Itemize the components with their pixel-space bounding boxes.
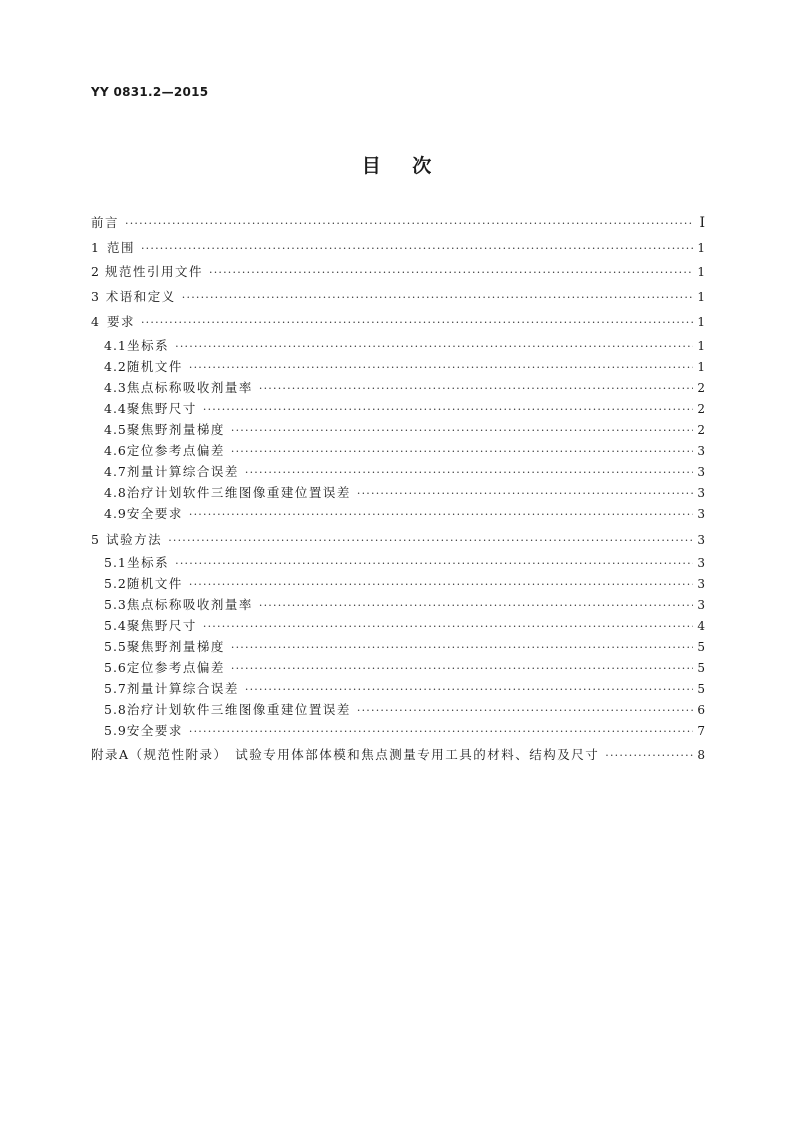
toc-entry[interactable] — [91, 216, 705, 231]
toc-entry-number: 2 — [91, 264, 100, 279]
toc-entry-page-number: 2 — [697, 381, 705, 395]
toc-entry[interactable] — [91, 315, 705, 330]
toc-entry-number: 5.5 — [104, 639, 127, 654]
toc-entry-label: 焦点标称吸收剂量率 — [126, 380, 253, 395]
toc-entry-page-number: 3 — [697, 598, 705, 612]
toc-entry-label: 定位参考点偏差 — [126, 443, 225, 458]
toc-leader-dots — [141, 242, 693, 256]
toc-entry-page-number: 1 — [697, 241, 705, 255]
toc-entry[interactable] — [91, 465, 705, 480]
toc-leader-dots — [182, 291, 693, 305]
toc-leader-dots — [605, 749, 693, 763]
toc-entry-number: 5.1 — [104, 555, 127, 570]
toc-leader-dots — [189, 361, 693, 375]
toc-entry-label: 随机文件 — [126, 359, 183, 374]
toc-entry-number: 5.8 — [104, 702, 127, 717]
toc-leader-dots — [259, 382, 693, 396]
toc-entry-page-number: 3 — [697, 556, 705, 570]
toc-entry-label: 试验方法 — [106, 532, 163, 547]
toc-entry-number: 3 — [91, 289, 100, 304]
toc-entry-number: 5.4 — [104, 618, 127, 633]
toc-entry-page-number: 5 — [697, 640, 705, 654]
toc-entry-number: 4.1 — [104, 338, 127, 353]
toc-entry-number: 4.9 — [104, 506, 127, 521]
toc-entry[interactable] — [91, 533, 705, 548]
toc-entry-label: 要求 — [106, 314, 135, 329]
toc-entry[interactable] — [91, 290, 705, 305]
toc-entry-label: 安全要求 — [126, 506, 183, 521]
toc-entry-page-number: 1 — [697, 339, 705, 353]
toc-leader-dots — [231, 424, 693, 438]
toc-leader-dots — [175, 340, 693, 354]
toc-entry-label: 附录A（规范性附录） 试验专用体部体模和焦点测量专用工具的材料、结构及尺寸 — [91, 747, 600, 762]
toc-entry-page-number: 6 — [697, 703, 705, 717]
toc-entry-page-number: 2 — [697, 423, 705, 437]
toc-entry[interactable] — [91, 265, 705, 280]
toc-entry-label: 聚焦野尺寸 — [126, 401, 197, 416]
toc-leader-dots — [203, 620, 693, 634]
toc-leader-dots — [245, 683, 693, 697]
toc-entry[interactable] — [91, 339, 705, 354]
toc-leader-dots — [357, 487, 693, 501]
toc-entry-page-number: 5 — [697, 682, 705, 696]
toc-entry[interactable] — [91, 507, 705, 522]
toc-entry-number: 5.7 — [104, 681, 127, 696]
toc-entry-page-number: 3 — [697, 465, 705, 479]
toc-entry[interactable] — [91, 682, 705, 697]
toc-entry-page-number: 1 — [697, 360, 705, 374]
toc-leader-dots — [125, 217, 693, 231]
toc-leader-dots — [231, 641, 693, 655]
toc-entry[interactable] — [91, 598, 705, 613]
toc-entry-label: 定位参考点偏差 — [126, 660, 225, 675]
toc-leader-dots — [141, 316, 693, 330]
toc-entry-page-number: 3 — [697, 577, 705, 591]
toc-entry-number: 4.3 — [104, 380, 127, 395]
toc-entry[interactable] — [91, 619, 705, 634]
toc-entry-number: 4.2 — [104, 359, 127, 374]
toc-entry-page-number: 4 — [697, 619, 705, 633]
toc-entry-number: 5.3 — [104, 597, 127, 612]
toc-entry[interactable] — [91, 640, 705, 655]
toc-entry-number: 4.4 — [104, 401, 127, 416]
toc-leader-dots — [189, 578, 693, 592]
toc-entry-label: 治疗计划软件三维图像重建位置误差 — [126, 702, 351, 717]
toc-entry-page-number: 3 — [697, 533, 705, 547]
toc-entry-label: 坐标系 — [127, 338, 170, 353]
toc-entry-label: 聚焦野尺寸 — [126, 618, 197, 633]
toc-entry[interactable] — [91, 423, 705, 438]
toc-entry[interactable] — [91, 703, 705, 718]
toc-entry-page-number: 8 — [697, 748, 705, 762]
toc-entry-page-number: Ⅰ — [699, 215, 705, 231]
toc-entry-page-number: 3 — [697, 444, 705, 458]
toc-entry-label: 聚焦野剂量梯度 — [126, 422, 225, 437]
toc-entry-label: 随机文件 — [126, 576, 183, 591]
toc-entry-label: 范围 — [106, 240, 135, 255]
toc-entry[interactable] — [91, 381, 705, 396]
toc-leader-dots — [231, 445, 693, 459]
toc-leader-dots — [168, 534, 693, 548]
toc-title: 目 次 — [361, 155, 433, 177]
toc-entry-number: 4.6 — [104, 443, 127, 458]
toc-entry-page-number: 1 — [697, 315, 705, 329]
toc-entry-number: 4.8 — [104, 485, 127, 500]
toc-leader-dots — [175, 557, 693, 571]
toc-leader-dots — [189, 508, 693, 522]
toc-entry[interactable] — [91, 360, 705, 375]
toc-entry[interactable] — [91, 556, 705, 571]
toc-entry-number: 4.7 — [104, 464, 127, 479]
toc-entry-label: 坐标系 — [127, 555, 170, 570]
toc-entry-label: 前言 — [91, 215, 120, 230]
toc-entry-label: 剂量计算综合误差 — [126, 681, 239, 696]
toc-leader-dots — [357, 704, 693, 718]
toc-entry-label: 焦点标称吸收剂量率 — [126, 597, 253, 612]
toc-entry[interactable] — [91, 748, 705, 763]
toc-leader-dots — [203, 403, 693, 417]
toc-entry-label: 聚焦野剂量梯度 — [126, 639, 225, 654]
toc-entry[interactable] — [91, 577, 705, 592]
toc-entry-number: 1 — [91, 240, 100, 255]
standard-code: YY 0831.2—2015 — [91, 85, 209, 99]
toc-entry-number: 5.6 — [104, 660, 127, 675]
toc-leader-dots — [189, 725, 693, 739]
toc-entry-number: 5.9 — [104, 723, 127, 738]
toc-entry-number: 5 — [91, 532, 100, 547]
toc-entry[interactable] — [91, 486, 705, 501]
toc-entry-label: 术语和定义 — [105, 289, 176, 304]
toc-entry-label: 剂量计算综合误差 — [126, 464, 239, 479]
toc-entry[interactable] — [91, 241, 705, 256]
toc-entry-page-number: 5 — [697, 661, 705, 675]
toc-entry-number: 4 — [91, 314, 100, 329]
toc-entry-page-number: 3 — [697, 507, 705, 521]
toc-leader-dots — [259, 599, 693, 613]
toc-entry-label: 治疗计划软件三维图像重建位置误差 — [126, 485, 351, 500]
toc-entry-page-number: 1 — [697, 265, 705, 279]
toc-entry[interactable] — [91, 724, 705, 739]
toc-entry-label: 安全要求 — [126, 723, 183, 738]
toc-entry[interactable] — [91, 661, 705, 676]
toc-entry-page-number: 7 — [697, 724, 705, 738]
toc-entry-page-number: 1 — [697, 290, 705, 304]
toc-entry-page-number: 2 — [697, 402, 705, 416]
toc-leader-dots — [245, 466, 693, 480]
toc-entry-number: 4.5 — [104, 422, 127, 437]
toc-entry[interactable] — [91, 444, 705, 459]
toc-leader-dots — [231, 662, 693, 676]
toc-entry[interactable] — [91, 402, 705, 417]
toc-entry-number: 5.2 — [104, 576, 127, 591]
toc-entry-page-number: 3 — [697, 486, 705, 500]
toc-entry-label: 规范性引用文件 — [105, 264, 204, 279]
toc-leader-dots — [209, 266, 693, 280]
